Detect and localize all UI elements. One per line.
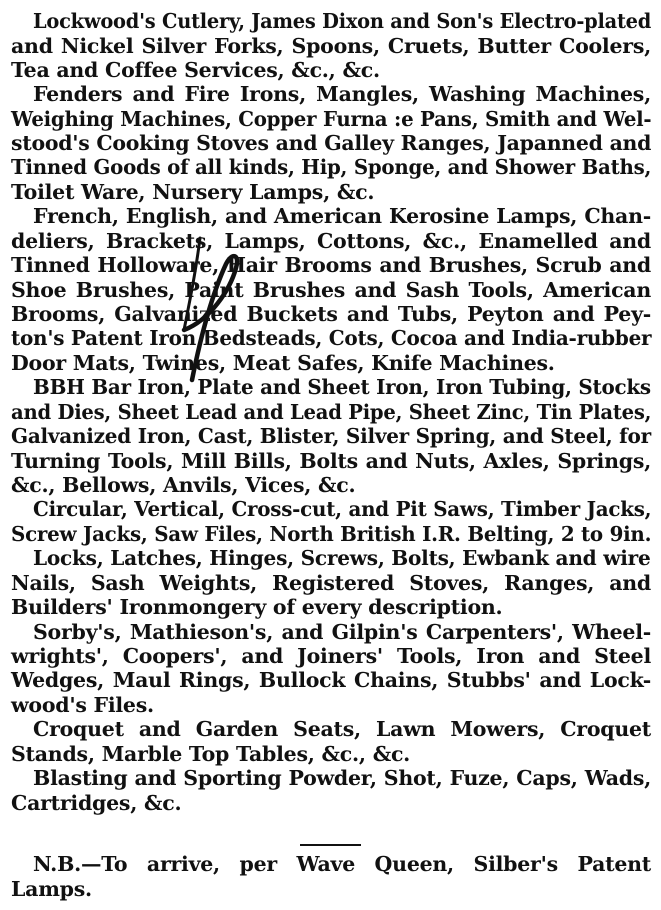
text-line: Croquet and Garden Seats, Lawn Mowers, Croquet xyxy=(33,717,651,741)
text-line: wrights', Coopers', and Joiners' Tools, Iron and Steel xyxy=(11,644,651,668)
text-line: Wedges, Maul Rings, Bullock Chains, Stubbs' and Lock- xyxy=(11,668,651,692)
text-line: Screw Jacks, Saw Files, North British I.R. Belting, 2 to 9in. xyxy=(11,522,652,546)
text-line: Builders' Ironmongery of every description. xyxy=(11,595,503,619)
text-line: Stands, Marble Top Tables, &c., &c. xyxy=(11,742,411,766)
text-line: Tinned Goods of all kinds, Hip, Sponge, and Shower Baths, xyxy=(11,155,652,179)
text-line: Tinned Holloware, Hair Brooms and Brushes, Scrub and xyxy=(11,253,651,277)
separator-rule xyxy=(300,844,361,846)
text-line: Toilet Ware, Nursery Lamps, &c. xyxy=(11,180,375,204)
text-line: deliers, Brackets, Lamps, Cottons, &c., Enamelled and xyxy=(11,229,651,253)
text-line: Blasting and Sporting Powder, Shot, Fuze, Caps, Wads, xyxy=(33,766,651,790)
nb-note: N.B.—To arrive, per Wave Queen, Silber's Patent xyxy=(33,852,651,876)
text-line: &c., Bellows, Anvils, Vices, &c. xyxy=(11,473,356,497)
text-line: Cartridges, &c. xyxy=(11,791,182,815)
text-line: Fenders and Fire Irons, Mangles, Washing Machines, xyxy=(33,82,651,106)
text-line: Tea and Coffee Services, &c., &c. xyxy=(11,58,380,82)
text-line: Sorby's, Mathieson's, and Gilpin's Carpenters', Wheel- xyxy=(33,620,651,644)
text-line: Turning Tools, Mill Bills, Bolts and Nuts, Axles, Springs, xyxy=(11,449,651,473)
nb-note-continuation: Lamps. xyxy=(11,877,92,901)
text-line: Brooms, Galvanized Buckets and Tubs, Peyton and Pey- xyxy=(11,302,651,326)
text-line: wood's Files. xyxy=(11,693,154,717)
text-line: Galvanized Iron, Cast, Blister, Silver Spring, and Steel, for xyxy=(11,424,651,448)
text-line: stood's Cooking Stoves and Galley Ranges, Japanned and xyxy=(11,131,652,155)
text-line: Circular, Vertical, Cross-cut, and Pit Saws, Timber Jacks, xyxy=(33,497,652,521)
text-line: ton's Patent Iron Bedsteads, Cots, Cocoa and India-rubber xyxy=(11,326,652,350)
text-line: BBH Bar Iron, Plate and Sheet Iron, Iron Tubing, Stocks xyxy=(33,375,651,399)
text-line: Weighing Machines, Copper Furna :e Pans, Smith and Wel- xyxy=(11,107,652,131)
text-line: Lockwood's Cutlery, James Dixon and Son's Electro-plated xyxy=(33,9,652,33)
text-line: Nails, Sash Weights, Registered Stoves, Ranges, and xyxy=(11,571,651,595)
text-line: French, English, and American Kerosine Lamps, Chan- xyxy=(33,204,651,228)
text-line: and Dies, Sheet Lead and Lead Pipe, Sheet Zinc, Tin Plates, xyxy=(11,400,652,424)
text-line: Locks, Latches, Hinges, Screws, Bolts, Ewbank and wire xyxy=(33,546,651,570)
text-line: Door Mats, Twines, Meat Safes, Knife Machines. xyxy=(11,351,555,375)
text-line: and Nickel Silver Forks, Spoons, Cruets, Butter Coolers, xyxy=(11,34,651,58)
text-line: Shoe Brushes, Paint Brushes and Sash Tools, American xyxy=(11,278,651,302)
